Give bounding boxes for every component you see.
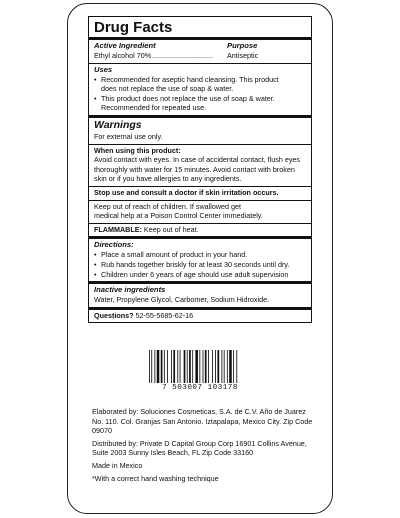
- uses-item-line: does not replace the use of soap & water.: [101, 84, 234, 94]
- distributed-by-text: Distributed by: Private D Capital Group Corp 16901 Collins Avenue, Suite 2003 Sunny Isles Beach, FL Zip Code 33160: [92, 438, 307, 458]
- uses-item-line: Recommended for repeated use.: [101, 103, 207, 113]
- active-ingredient-value: Ethyl alcohol 70%...............................: [94, 51, 214, 60]
- active-ingredient-row: [94, 51, 307, 61]
- directions-item: • Place a small amount of product in your hand.: [94, 250, 307, 260]
- directions-list: [94, 250, 307, 279]
- barcode-block: [148, 350, 252, 392]
- when-using-header: When using this product:: [94, 145, 181, 155]
- uses-list: [94, 75, 307, 113]
- elaborated-by-text: Elaborated by: Soluciones Cosmeticas, S.A. de C.V. Año de Juarez No. 110. Col. Granjas San Antonio. Iztapalapa, Mexico City. Zip Code 09070: [92, 407, 313, 436]
- inactive-text: Water, Propylene Glycol, Carbomer, Sodium Hidroxide.: [94, 295, 270, 305]
- drug-facts-panel: [88, 16, 312, 323]
- keep-out-line: medical help at a Poison Control Center immediately.: [94, 211, 263, 221]
- questions-section: [89, 307, 311, 323]
- directions-item: • Rub hands together briskly for at least 30 seconds until dry.: [94, 260, 307, 270]
- directions-item: • Children under 6 years of age should use adult supervision: [94, 270, 307, 280]
- questions-phone: 52-55-5685-62-16: [133, 310, 194, 320]
- uses-item-line: Recommended for aseptic hand cleansing. This product: [101, 74, 279, 84]
- stop-use-text: Stop use and consult a doctor if skin irritation occurs.: [94, 187, 279, 197]
- purpose-header: Purpose: [227, 41, 258, 50]
- active-header-row: [94, 41, 307, 51]
- flammable-section: [89, 223, 311, 237]
- barcode-digits: 7 503007 103178: [162, 384, 238, 392]
- directions-section: [89, 236, 311, 281]
- warnings-header: Warnings: [94, 118, 142, 131]
- when-using-text: Avoid contact with eyes. In case of accidental contact, flush eyes thoroughly with water for 15 minutes. Avoid contact with broken skin or if you have allergies to any ingredients.: [94, 155, 301, 184]
- active-ingredient-header: Active Ingredient: [94, 41, 156, 50]
- stop-use-section: [89, 186, 311, 200]
- barcode-image: [148, 350, 252, 383]
- uses-header: Uses: [94, 64, 113, 74]
- directions-header: Directions:: [94, 240, 134, 250]
- uses-item: [94, 75, 307, 94]
- external-use-text: For external use only.: [94, 131, 163, 141]
- footnote-text: *With a correct hand washing technique: [92, 473, 219, 483]
- warnings-section: [89, 115, 311, 144]
- uses-item: [94, 94, 307, 113]
- when-using-section: [89, 144, 311, 186]
- flammable-label: FLAMMABLE:: [94, 224, 142, 234]
- keep-out-section: [89, 200, 311, 223]
- purpose-value: Antiseptic: [227, 51, 259, 60]
- drug-facts-title: Drug Facts: [94, 19, 173, 36]
- inactive-section: [89, 281, 311, 307]
- uses-item-line: This product does not replace the use of soap & water.: [101, 93, 275, 103]
- questions-label: Questions?: [94, 310, 134, 320]
- keep-out-line: Keep out of reach of children. If swallowed get: [94, 201, 242, 211]
- uses-section: [89, 63, 311, 115]
- manufacturer-info: [92, 407, 314, 486]
- inactive-header: Inactive ingredients: [94, 285, 166, 295]
- active-ingredient-section: [89, 37, 311, 63]
- flammable-text: Keep out of heat.: [141, 224, 199, 234]
- made-in-text: Made in Mexico: [92, 460, 143, 470]
